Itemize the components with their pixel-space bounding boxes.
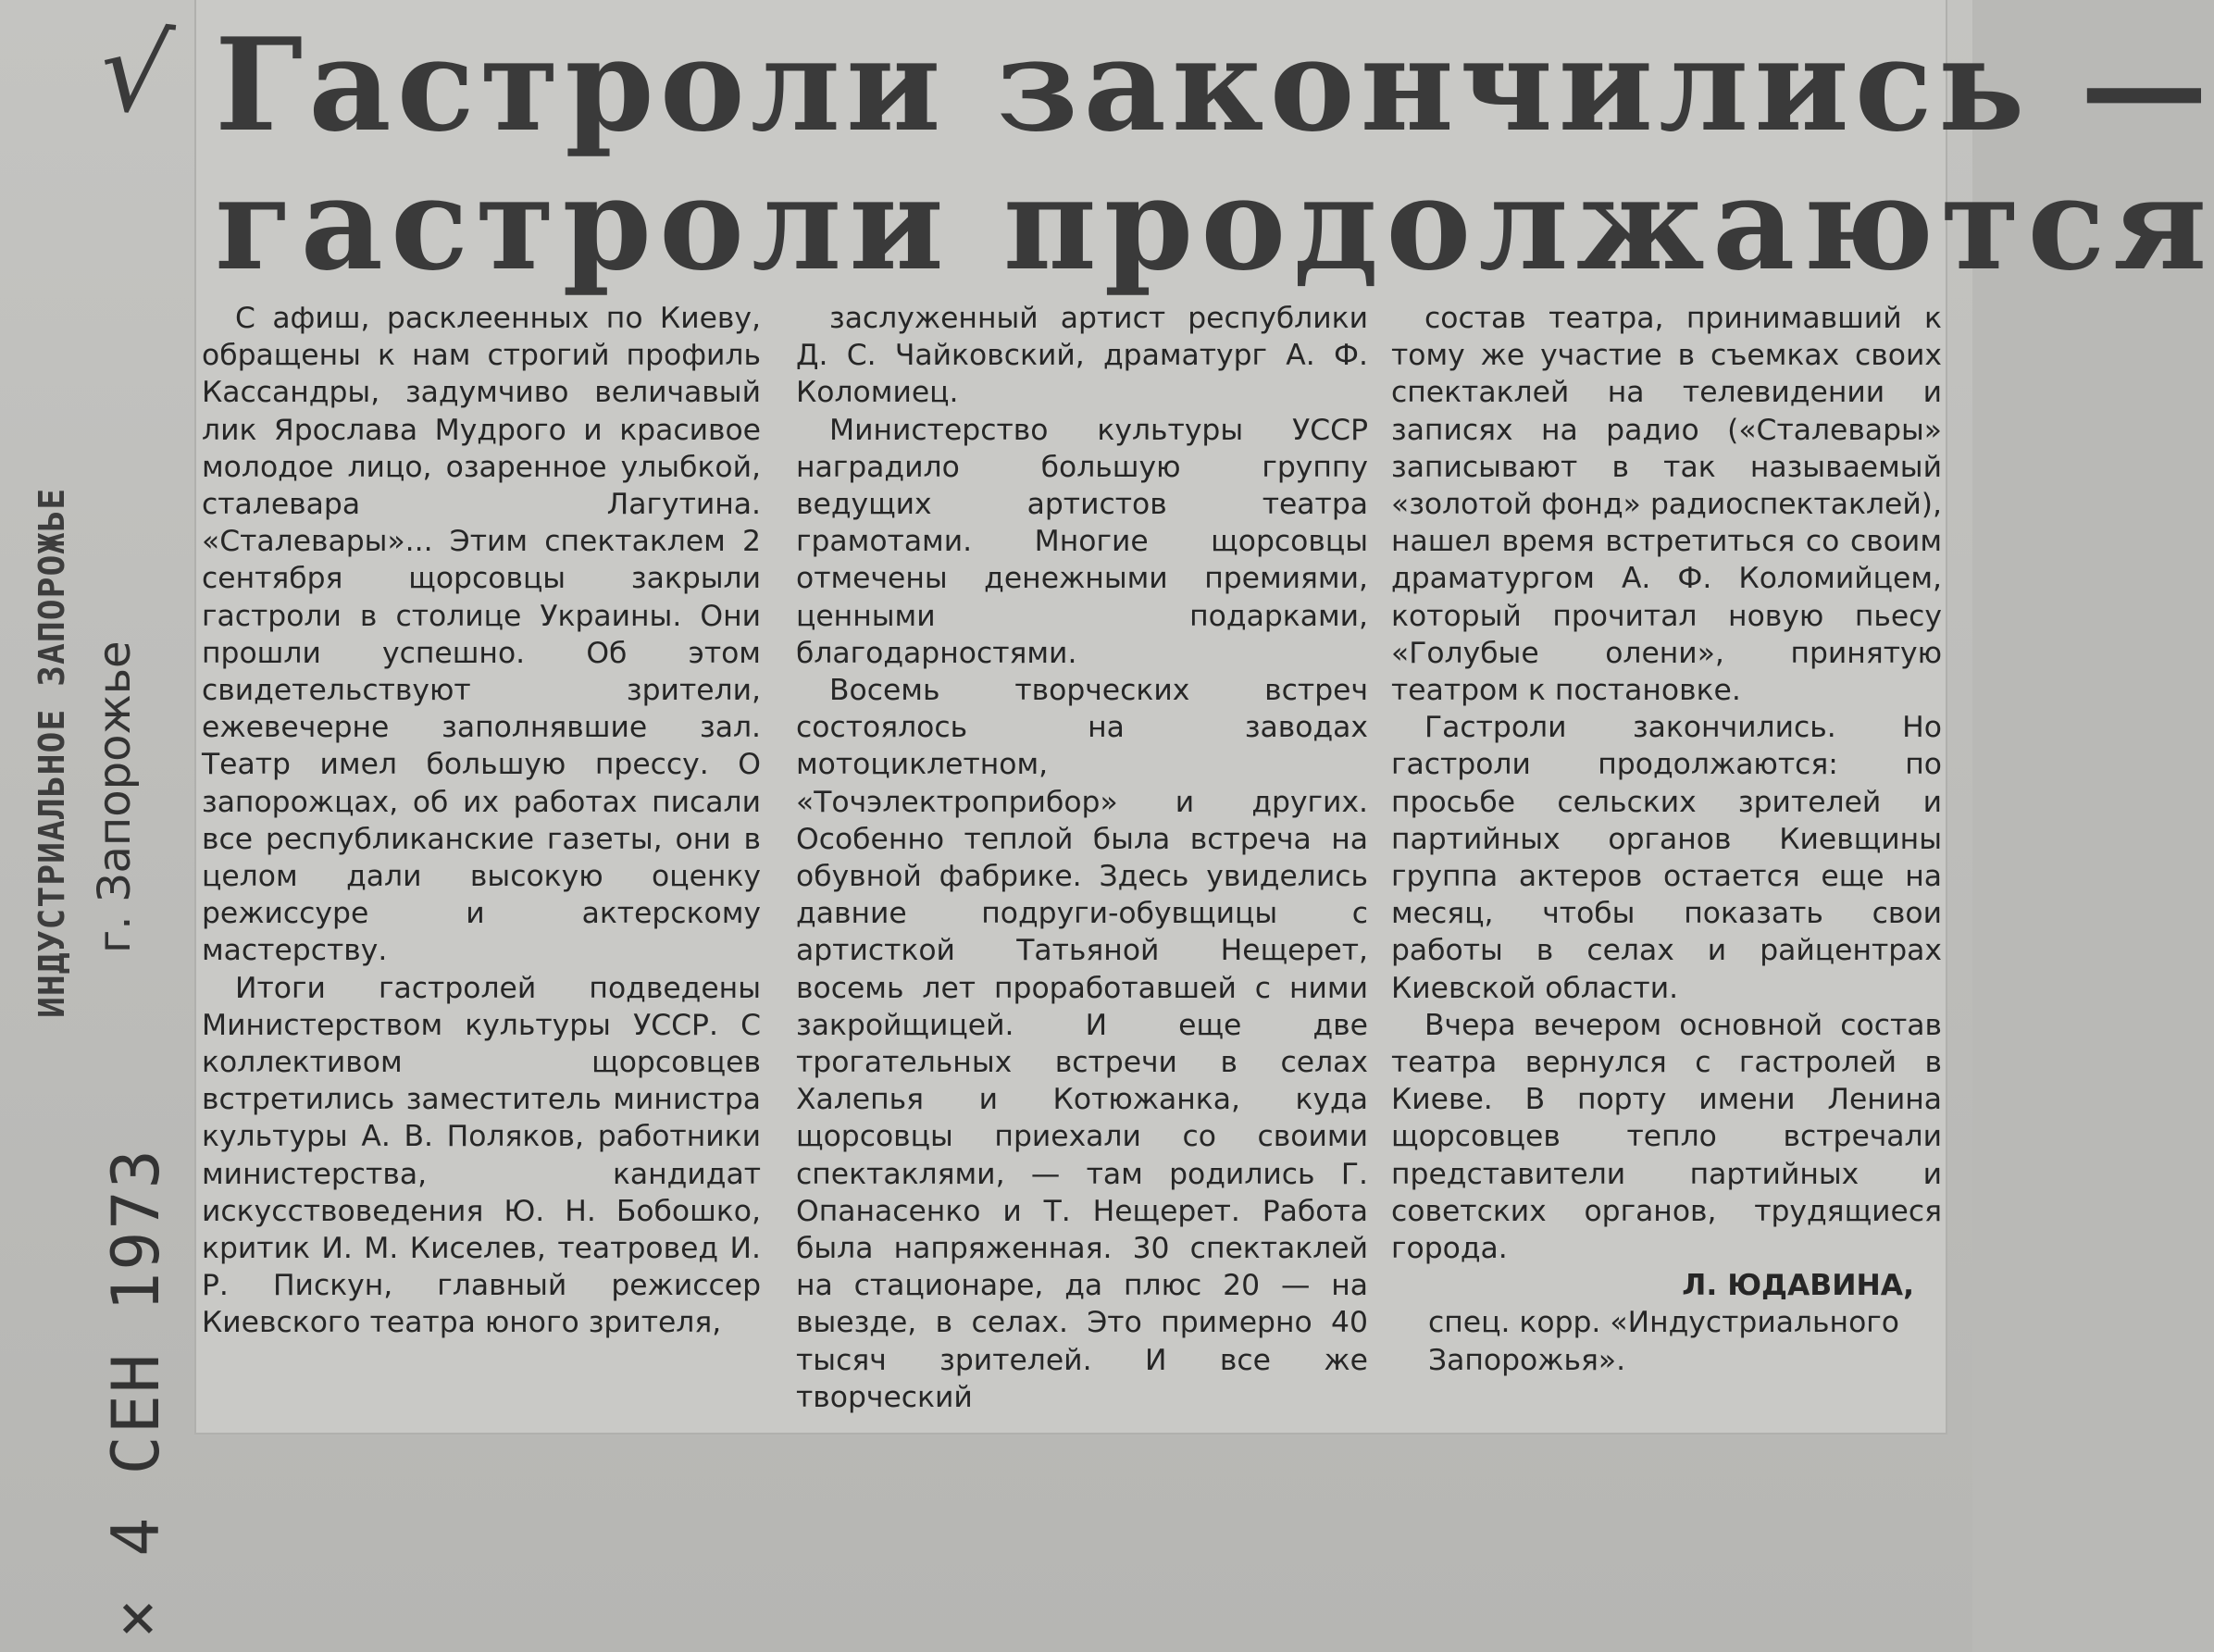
paragraph: Гастроли закончились. Но гастроли продолжаются: по просьбе сельских зрителей и партийных органов Киевщины группа актеров остается еще на месяц, чтобы показать свои работы в селах и райцентрах Киевской области. — [1391, 711, 1942, 1005]
author-title: спец. корр. «Индустриального Запорожья». — [1428, 1306, 1899, 1377]
article-body — [202, 300, 1942, 1429]
checkmark: √ — [93, 6, 178, 142]
date-stamp: × 4 СЕН 1973 — [98, 1148, 174, 1638]
paragraph: состав театра, принимавший к тому же участие в съемках своих спектаклей на телевидении и записях на радио («Сталевары» записывают в так называемый «золотой фонд» радиоспектаклей), нашел время встретиться со своим драматургом А. Ф. Коломийцем, который прочитал новую пьесу «Голубые олени», принятую театром к постановке. — [1391, 302, 1942, 708]
headline-line-1: Гастроли закончились — — [215, 9, 2214, 160]
paragraph: Восемь творческих встреч состоялось на заводах мотоциклетном, «Точэлектроприбор» и других. Особенно теплой была встреча на обувной фабрике. Здесь увиделись давние подруги-обувщицы с артисткой Татьяной Нещерет, восемь лет проработавшей с ними закройщицей. И еще две трогательных встречи в селах Халепья и Котюжанка, куда щорсовцы приехали со своими спектаклями, — там родились Г. Опанасенко и Т. Нещерет. Работа была напряженная. 30 спектаклей на стационаре, да плюс 20 — на выезде, в селах. Это примерно 40 тысяч зрителей. И все же творческий — [796, 674, 1368, 1414]
paragraph: Вчера вечером основной состав театра вернулся с гастролей в Киеве. В порту имени Ленина щорсовцев тепло встречали представители партийных и советских органов, трудящиеся города. — [1391, 1008, 1942, 1266]
article-column-3 — [1391, 300, 1942, 1429]
city-stamp: г. Запорожье — [89, 640, 141, 953]
newspaper-stamp: ИНДУСТРИАЛЬНОЕ ЗАПОРОЖЬЕ — [31, 487, 72, 1018]
author-name: Л. ЮДАВИНА, — [1682, 1269, 1914, 1303]
headline-line-2: гастроли продолжаются — [215, 148, 2214, 299]
paragraph: заслуженный артист республики Д. С. Чайковский, драматург А. Ф. Коломиец. — [796, 302, 1368, 410]
article-headline — [215, 0, 2214, 299]
paragraph: Итоги гастролей подведены Министерством культуры УССР. С коллективом щорсовцев встретились заместитель министра культуры А. В. Поляков, работники министерства, кандидат искусствоведения Ю. Н. Бобошко, критик И. М. Киселев, театровед И. Р. Пискун, главный режиссер Киевского театра юного зрителя, — [202, 971, 761, 1340]
paragraph: С афиш, расклеенных по Киеву, обращены к нам строгий профиль Кассандры, задумчиво величавый лик Ярослава Мудрого и красивое молодое лицо, озаренное улыбкой, сталевара Лагутина. «Сталевары»... Этим спектаклем 2 сентября щорсовцы закрыли гастроли в столице Украины. Они прошли успешно. Об этом свидетельствуют зрители, ежевечерне заполнявшие зал. Театр имел большую прессу. О запорожцах, об их работах писали все республиканские газеты, они в целом дали высокую оценку режиссуре и актерскому мастерству. — [202, 302, 761, 968]
paragraph: Министерство культуры УССР наградило большую группу ведущих артистов театра грамотами. Многие щорсовцы отмечены денежными премиями, ценными подарками, благодарностями. — [796, 413, 1368, 670]
article-column-2 — [796, 300, 1368, 1429]
article-column-1 — [202, 300, 761, 1429]
